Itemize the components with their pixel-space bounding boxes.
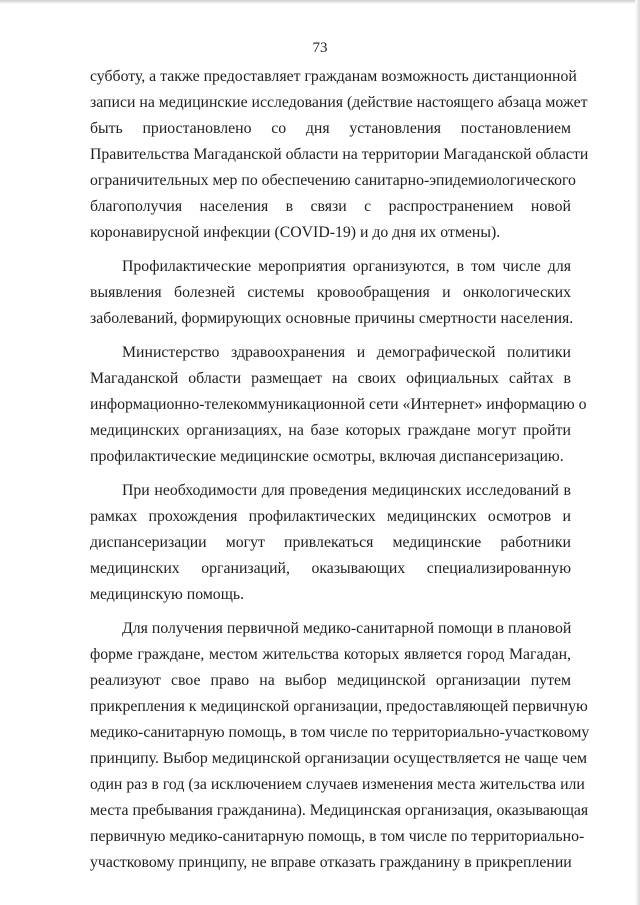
text-line: быть приостановлено со дня установления постановлением (90, 120, 571, 137)
paragraph-gap (90, 608, 571, 616)
text-line: медико-санитарную помощь, в том числе по территориально-участковому (90, 724, 590, 741)
text-line: выявления болезней системы кровообращения и онкологических (90, 284, 571, 301)
paragraph (90, 340, 587, 470)
text-line: При необходимости для проведения медицинских исследований в (122, 482, 571, 499)
paragraph-gap (90, 332, 571, 340)
text-line: участковому принципу, не вправе отказать гражданину в прикреплении (90, 854, 572, 871)
text-line: медицинских организациях, на базе которых граждане могут пройти (90, 422, 571, 439)
text-line: субботу, а также предоставляет гражданам возможность дистанционной (90, 68, 577, 85)
text-line: Профилактические мероприятия организуются, в том числе для (122, 258, 571, 275)
text-line: медицинских организаций, оказывающих специализированную (90, 560, 571, 577)
text-line: благополучия населения в связи с распространением новой (90, 198, 571, 215)
text-line: заболеваний, формирующих основные причины смертности населения. (90, 310, 574, 327)
page-number: 73 (312, 40, 328, 56)
text-line: Магаданской области размещает на своих официальных сайтах в (90, 370, 571, 387)
text-line: коронавирусной инфекции (COVID-19) и до дня их отмены). (90, 224, 501, 241)
text-line: первичную медико-санитарную помощь, в том числе по территориально- (90, 828, 585, 845)
text-line: Правительства Магаданской области на территории Магаданской области (90, 146, 589, 163)
text-line: профилактические медицинские осмотры, включая диспансеризацию. (90, 448, 564, 465)
paragraph (90, 478, 571, 608)
paragraph (90, 254, 574, 332)
paragraph-gap (90, 470, 571, 478)
text-line: форме граждане, местом жительства которых является город Магадан, (90, 646, 571, 663)
text-line: Для получения первичной медико-санитарной помощи в плановой (122, 620, 572, 637)
text-line: один раз в год (за исключением случаев изменения места жительства или (90, 776, 585, 793)
text-line: ограничительных мер по обеспечению санитарно-эпидемиологического (90, 172, 576, 189)
text-line: прикрепления к медицинской организации, предоставляющей первичную (90, 698, 588, 715)
paragraph (90, 616, 590, 876)
scan-top-edge (0, 0, 640, 4)
document-body (90, 64, 590, 876)
text-line: принципу. Выбор медицинской организации осуществляется не чаще чем (90, 750, 588, 767)
text-line: реализуют свое право на выбор медицинской организации путем (90, 672, 571, 689)
text-line: диспансеризации могут привлекаться медицинские работники (90, 534, 571, 551)
text-line: рамках прохождения профилактических медицинских осмотров и (90, 508, 571, 525)
text-line: информационно-телекоммуникационной сети «Интернет» информацию о (90, 396, 587, 413)
text-line: медицинскую помощь. (90, 586, 245, 603)
text-line: записи на медицинские исследования (действие настоящего абзаца может (90, 94, 588, 111)
text-line: места пребывания гражданина). Медицинская организация, оказывающая (90, 802, 589, 819)
text-line: Министерство здравоохранения и демографической политики (122, 344, 571, 361)
paragraph-gap (90, 246, 571, 254)
scan-right-edge (635, 0, 640, 905)
paragraph (90, 64, 589, 246)
